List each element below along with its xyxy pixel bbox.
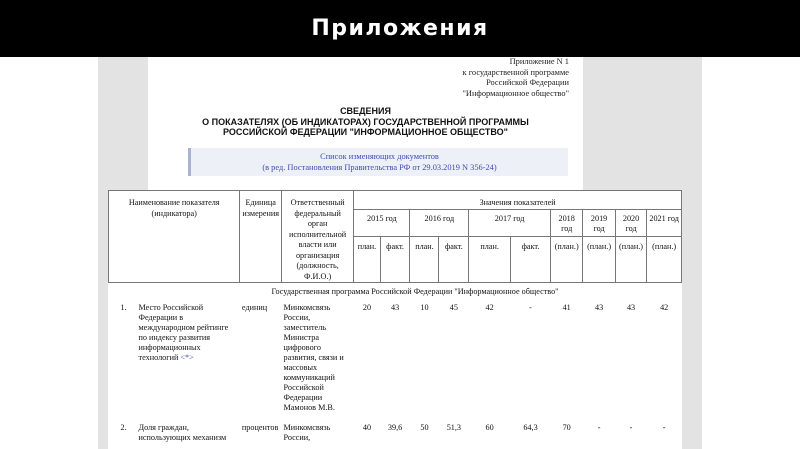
header-year-2019: 2019 год bbox=[583, 209, 615, 236]
table-row bbox=[109, 303, 682, 423]
value-cell: 20 bbox=[362, 303, 372, 312]
header-year-2015: 2015 год bbox=[354, 209, 410, 236]
appendix-reference: Приложение N 1 к государственной программе Российской Федерации "Информационное общество" bbox=[462, 57, 569, 98]
document-title: СВЕДЕНИЯ О ПОКАЗАТЕЛЯХ (ОБ ИНДИКАТОРАХ) ГОСУДАРСТВЕННОЙ ПРОГРАММЫ РОССИЙСКОЙ ФЕДЕРАЦИИ "ИНФОРМАЦИОННОЕ ОБЩЕСТВО" bbox=[202, 106, 529, 137]
header-plan: план. bbox=[354, 236, 380, 282]
header-year-2018: 2018 год bbox=[550, 209, 582, 236]
header-values: Значения показателей bbox=[354, 191, 682, 210]
header-responsible: Ответственный федеральный орган исполнительной власти или организация (должность, Ф.И.О.) bbox=[282, 191, 354, 283]
value-cell: - bbox=[662, 423, 666, 432]
value-cell: 51,3 bbox=[446, 423, 462, 432]
header-year-2021: 2021 год bbox=[647, 209, 682, 236]
indicators-table-page bbox=[108, 190, 682, 449]
value-cell: 70 bbox=[562, 423, 571, 432]
value-cell: 60 bbox=[485, 423, 494, 432]
header-year-2017: 2017 год bbox=[469, 209, 551, 236]
header-indicator: Наименование показателя (индикатора) bbox=[109, 191, 240, 283]
value-cell: 42 bbox=[485, 303, 494, 312]
table-row bbox=[109, 423, 682, 449]
value-cell: - bbox=[529, 303, 532, 312]
value-cell: 41 bbox=[562, 303, 571, 312]
header-fact: факт. bbox=[439, 236, 469, 282]
row-number: 2. bbox=[120, 423, 127, 432]
value-cell: - bbox=[597, 423, 601, 432]
value-cell: 43 bbox=[390, 303, 400, 312]
value-cell: 39,6 bbox=[387, 423, 403, 432]
document-page-header bbox=[148, 57, 583, 190]
slide-header bbox=[0, 0, 800, 57]
header-plan: план. bbox=[410, 236, 439, 282]
value-cell: 50 bbox=[420, 423, 429, 432]
row-number: 1. bbox=[120, 303, 127, 312]
value-cell: 43 bbox=[626, 303, 636, 312]
header-unit: Единица измерения bbox=[240, 191, 282, 283]
program-row: Государственная программа Российской Федерации "Информационное общество" bbox=[271, 287, 559, 296]
footnote-link[interactable]: <*> bbox=[180, 353, 194, 362]
value-cell: 10 bbox=[420, 303, 429, 312]
unit-cell: процентов bbox=[241, 423, 279, 432]
header-plan-paren: (план.) bbox=[550, 236, 582, 282]
header-fact: факт. bbox=[511, 236, 551, 282]
indicator-name: Место Российской Федерации в международном рейтинге по индексу развития информационных технологий bbox=[138, 303, 229, 362]
value-cell: 40 bbox=[362, 423, 372, 432]
value-cell: 42 bbox=[660, 303, 669, 312]
unit-cell: единиц bbox=[241, 303, 268, 312]
value-cell: - bbox=[629, 423, 633, 432]
header-plan-paren: (план.) bbox=[647, 236, 682, 282]
slide-title: Приложения bbox=[311, 16, 489, 41]
indicators-table bbox=[108, 190, 682, 449]
changes-list-box: Список изменяющих документов (в ред. Постановления Правительства РФ от 29.03.2019 N 356-24) bbox=[188, 148, 568, 176]
header-plan: план. bbox=[469, 236, 511, 282]
value-cell: 43 bbox=[594, 303, 604, 312]
header-fact: факт. bbox=[380, 236, 410, 282]
responsible-cell: Минкомсвязь России, заместитель Министра цифрового развития, связи и массовых коммуникаций Российской Федерации Мамонов М.В. bbox=[283, 303, 344, 412]
value-cell: 64,3 bbox=[523, 423, 538, 432]
header-year-2016: 2016 год bbox=[410, 209, 469, 236]
indicator-name: Доля граждан, использующих механизм bbox=[138, 423, 227, 442]
header-plan-paren: (план.) bbox=[583, 236, 615, 282]
value-cell: 45 bbox=[449, 303, 458, 312]
header-plan-paren: (план.) bbox=[615, 236, 647, 282]
header-year-2020: 2020 год bbox=[615, 209, 647, 236]
responsible-cell: Минкомсвязь России, bbox=[283, 423, 331, 442]
